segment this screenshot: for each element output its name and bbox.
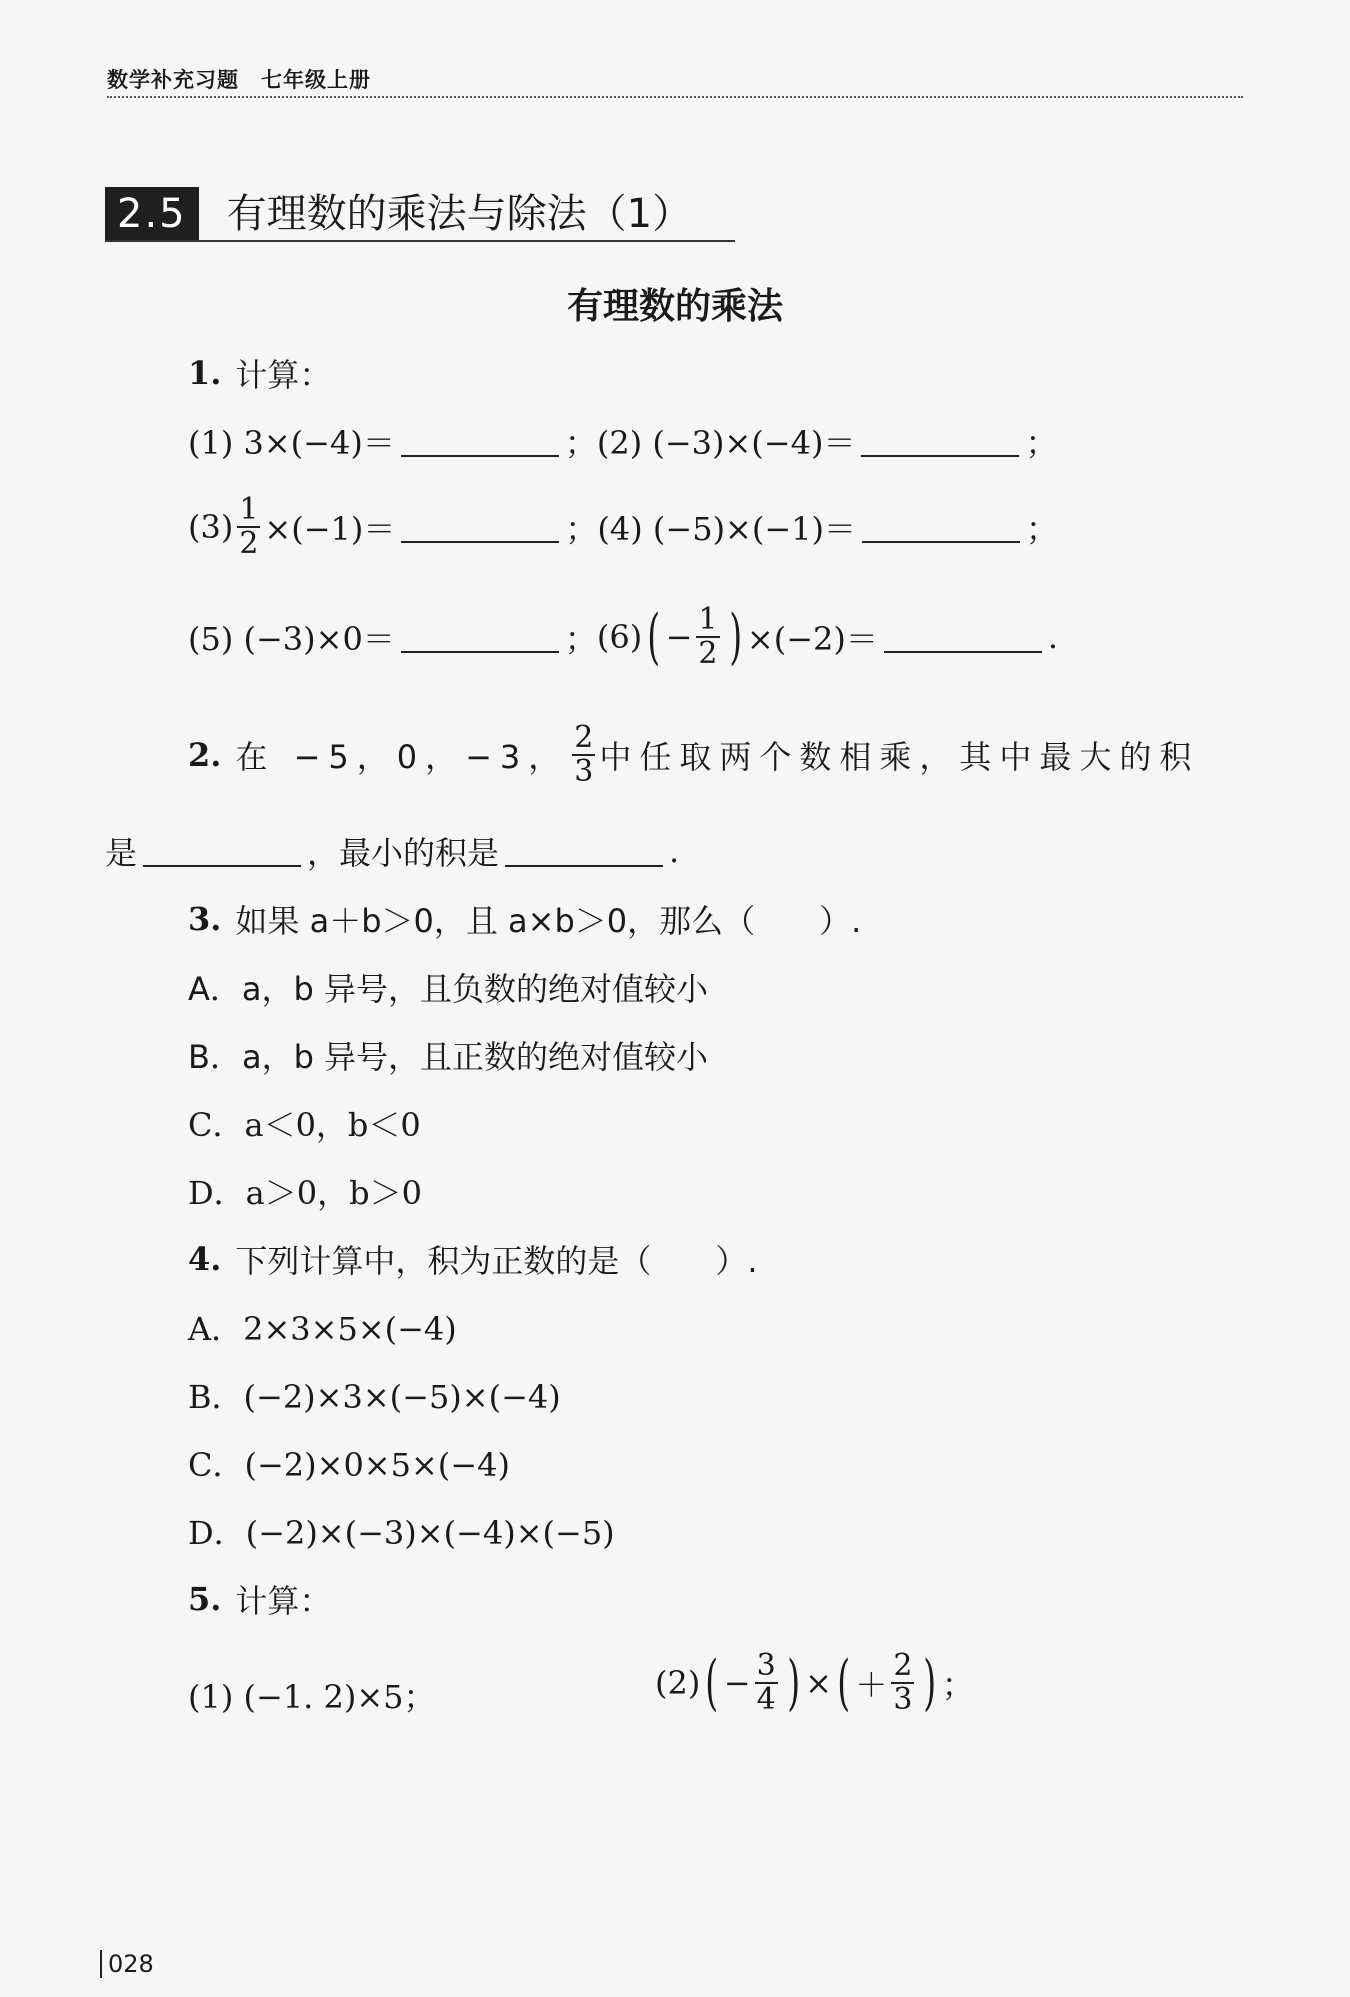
q1-part-2: (2) (−3)×(−4)＝ — [596, 424, 856, 462]
q1-line-3 — [188, 604, 1058, 670]
close-paren: ) — [786, 1648, 800, 1718]
option-b[interactable]: B．(−2)×3×(−5)×(−4) — [188, 1378, 561, 1416]
q1-part-5: (5) (−3)×0＝ — [188, 620, 395, 658]
fraction-numerator: 3 — [756, 1648, 776, 1683]
question-number: 1. — [188, 354, 222, 392]
section-heading — [105, 187, 692, 241]
minus-sign: − — [723, 1664, 751, 1702]
minus-sign: − — [665, 618, 693, 656]
fraction-denominator: 3 — [893, 1682, 913, 1717]
question-stem: 计算： — [235, 1582, 332, 1620]
open-paren: ( — [705, 1648, 719, 1718]
q5-part-2-label: (2) — [655, 1664, 701, 1702]
plus-sign: ＋ — [855, 1666, 888, 1704]
q1-part-6: ×(−2)＝ — [746, 620, 878, 658]
q5-part-1: (1) (−1. 2)×5； — [188, 1678, 436, 1716]
option-c[interactable]: C．a＜0，b＜0 — [188, 1106, 421, 1144]
q1-part-4: (4) (−5)×(−1)＝ — [597, 510, 857, 548]
question-4 — [188, 1236, 758, 1282]
question-stem-continued: 中任取两个数相乘，其中最大的积 — [599, 738, 1200, 776]
answer-blank[interactable] — [861, 425, 1019, 457]
question-number: 5. — [188, 1580, 222, 1618]
question-stem: 在 −5，0，−3， — [235, 738, 569, 776]
header-divider — [107, 96, 1243, 98]
fraction — [755, 1650, 778, 1716]
question-number: 2. — [188, 736, 222, 774]
fraction-denominator: 2 — [239, 526, 259, 561]
fraction-denominator: 4 — [756, 1682, 776, 1717]
option-d[interactable]: D．a＞0，b＞0 — [188, 1174, 422, 1212]
subsection-title: 有理数的乘法 — [566, 286, 783, 327]
page-number: 028 — [100, 1950, 154, 1978]
fraction — [891, 1650, 914, 1716]
q1-line-1 — [188, 418, 1057, 464]
question-1-heading — [188, 350, 331, 396]
punctuation: ； — [565, 510, 598, 548]
fraction — [696, 604, 719, 670]
punctuation: . — [669, 832, 680, 870]
q1-part-1: (1) 3×(−4)＝ — [188, 424, 395, 462]
q1-part-3-label: (3) — [188, 508, 234, 546]
punctuation: . — [1047, 618, 1059, 656]
question-2-line-2 — [105, 828, 679, 874]
question-stem: 下列计算中，积为正数的是（ ）. — [235, 1242, 758, 1280]
fraction — [572, 722, 595, 788]
q5-part-2 — [655, 1650, 974, 1716]
punctuation: ； — [941, 1666, 974, 1704]
question-stem: 计算： — [235, 356, 332, 394]
option-a[interactable]: A．2×3×5×(−4) — [188, 1310, 457, 1348]
punctuation: ； — [564, 424, 597, 462]
times-sign: × — [805, 1664, 832, 1702]
question-stem: 如果 a＋b＞0，且 a×b＞0，那么（ ）. — [235, 902, 862, 940]
punctuation: ； — [564, 620, 597, 658]
option-b[interactable]: B．a，b 异号，且正数的绝对值较小 — [188, 1038, 709, 1076]
answer-blank[interactable] — [143, 835, 301, 867]
section-title: 有理数的乘法与除法（1） — [226, 191, 693, 237]
answer-blank[interactable] — [505, 835, 663, 867]
question-5-heading — [188, 1576, 331, 1622]
open-paren: ( — [647, 602, 661, 672]
answer-blank[interactable] — [401, 425, 559, 457]
fraction-denominator: 2 — [698, 636, 718, 671]
punctuation: ； — [1025, 424, 1058, 462]
question-3 — [188, 896, 861, 942]
question-number: 4. — [188, 1240, 222, 1278]
fraction-numerator: 2 — [893, 1648, 913, 1683]
stem-text: 是 — [105, 834, 138, 872]
q1-part-3: ×(−1)＝ — [264, 510, 396, 548]
fraction-numerator: 1 — [698, 602, 718, 637]
fraction-numerator: 1 — [239, 492, 259, 527]
stem-text: ，最小的积是 — [307, 834, 500, 872]
option-c[interactable]: C．(−2)×0×5×(−4) — [188, 1446, 510, 1484]
punctuation: ； — [1026, 510, 1059, 548]
q1-part-6-label: (6) — [596, 618, 643, 656]
section-number: 2.5 — [105, 187, 199, 241]
section-underline — [105, 240, 735, 242]
question-number: 3. — [188, 900, 222, 938]
answer-blank[interactable] — [401, 621, 559, 653]
close-paren: ) — [728, 602, 742, 672]
option-d[interactable]: D．(−2)×(−3)×(−4)×(−5) — [188, 1514, 615, 1552]
fraction — [237, 494, 260, 560]
answer-blank[interactable] — [884, 621, 1042, 653]
answer-blank[interactable] — [401, 511, 559, 543]
question-2 — [188, 722, 1199, 788]
close-paren: ) — [923, 1648, 937, 1718]
fraction-denominator: 3 — [574, 754, 594, 789]
fraction-numerator: 2 — [574, 720, 594, 755]
running-header: 数学补充习题 七年级上册 — [107, 68, 371, 92]
option-a[interactable]: A．a，b 异号，且负数的绝对值较小 — [188, 970, 708, 1008]
answer-blank[interactable] — [862, 511, 1020, 543]
open-paren: ( — [837, 1648, 851, 1718]
q1-line-2 — [188, 494, 1058, 560]
